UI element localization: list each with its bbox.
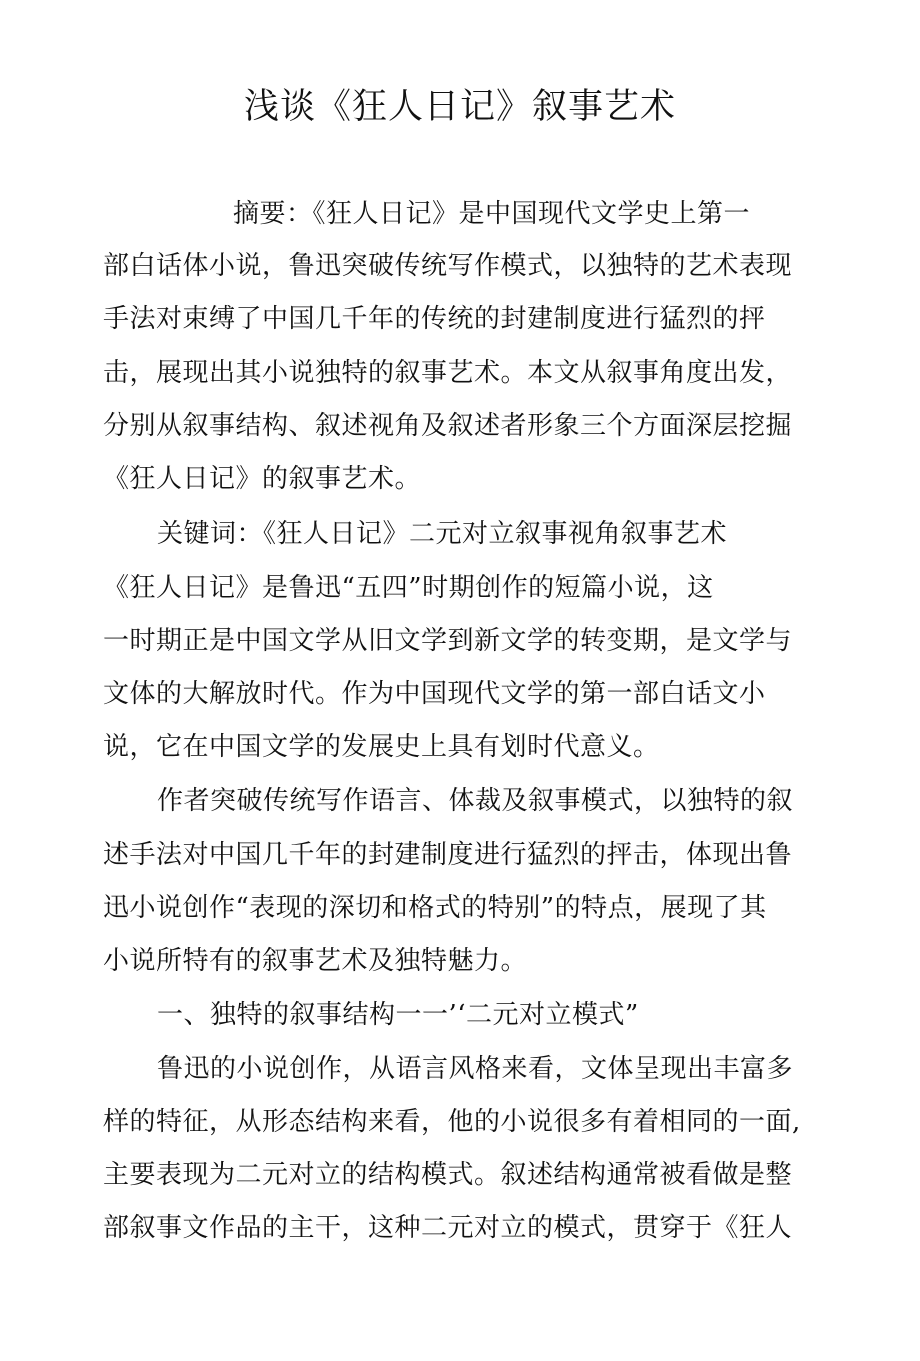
text-line: 部白话体小说，鲁迅突破传统写作模式，以独特的艺术表现	[103, 251, 793, 281]
section-heading: 一、独特的叙事结构一一’‘二元对立模式”	[157, 1000, 639, 1030]
text-line: 《狂人日记》是鲁迅“五四”时期创作的短篇小说，这	[103, 573, 714, 603]
text-line: 《狂人日记》的叙事艺术。	[103, 464, 422, 494]
text-line-keywords: 关键词：《狂人日记》二元对立叙事视角叙事艺术	[157, 519, 728, 549]
text-line: 一时期正是中国文学从旧文学到新文学的转变期，是文学与	[103, 626, 793, 656]
text-line: 文体的大解放时代。作为中国现代文学的第一部白话文小	[103, 679, 766, 709]
text-line: 手法对束缚了中国几千年的传统的封建制度进行猛烈的抨	[103, 304, 766, 334]
text-line: 述手法对中国几千年的封建制度进行猛烈的抨击，体现出鲁	[103, 840, 793, 870]
text-line: 迅小说创作“表现的深切和格式的特别”的特点，展现了其	[103, 893, 767, 923]
text-line: 作者突破传统写作语言、体裁及叙事模式，以独特的叙	[157, 786, 794, 816]
text-line: 说，它在中国文学的发展史上具有划时代意义。	[103, 732, 660, 762]
document-title: 浅谈《狂人日记》叙事艺术	[243, 87, 676, 127]
text-line: 主要表现为二元对立的结构模式。叙述结构通常被看做是整	[103, 1160, 793, 1190]
text-line: 击，展现出其小说独特的叙事艺术。本文从叙事角度出发，	[103, 358, 793, 388]
text-line: 小说所特有的叙事艺术及独特魅力。	[103, 946, 528, 976]
text-line: 分别从叙事结构、叙述视角及叙述者形象三个方面深层挖掘	[103, 411, 793, 441]
text-line: 样的特征，从形态结构来看，他的小说很多有着相同的一面,	[103, 1107, 801, 1137]
text-line: 部叙事文作品的主干，这种二元对立的模式，贯穿于《狂人	[103, 1213, 793, 1243]
text-line-abstract: 摘要：《狂人日记》是中国现代文学史上第一	[233, 199, 751, 229]
text-line: 鲁迅的小说创作，从语言风格来看，文体呈现出丰富多	[157, 1054, 794, 1084]
